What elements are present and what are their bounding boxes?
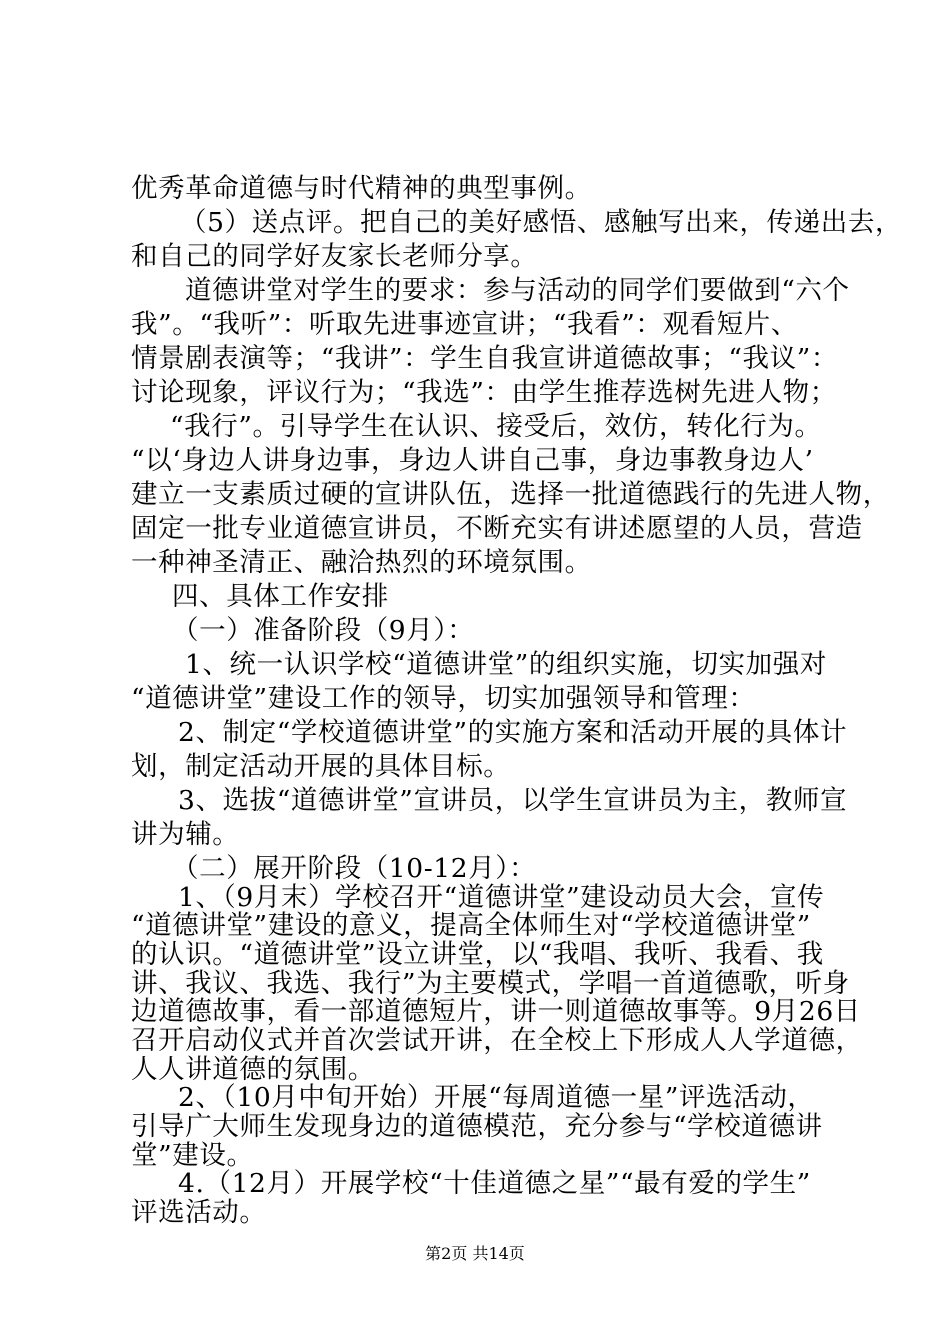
text-line: 的认识。“道德讲堂”设立讲堂，以“我唱、我听、我看、我 (131, 939, 824, 970)
text-line: 4.（12月）开展学校“十佳道德之星”“最有爱的学生” (178, 1168, 811, 1199)
text-line: 边道德故事，看一部道德短片，讲一则道德故事等。9月26日 (131, 996, 861, 1027)
text-line: 讨论现象，评议行为；“我选”：由学生推荐选树先进人物； (131, 377, 837, 408)
text-line: 情景剧表演等；“我讲”：学生自我宣讲道德故事；“我议”： (131, 343, 838, 374)
text-line: 堂”建设。 (131, 1140, 254, 1171)
text-line: 召开启动仪式并首次尝试开讲，在全校上下形成人人学道德， (131, 1025, 863, 1056)
text-line: （5）送点评。把自己的美好感悟、感触写出来，传递出去， (180, 207, 903, 238)
text-line: “我行”。引导学生在认识、接受后，效仿，转化行为。 (170, 411, 822, 442)
text-line: 评选活动。 (131, 1197, 267, 1228)
page-footer: 第2页 共14页 (425, 1244, 525, 1263)
text-line: 划，制定活动开展的具体目标。 (131, 751, 511, 782)
text-line: 道德讲堂对学生的要求：参与活动的同学们要做到“六个 (185, 275, 850, 306)
text-line: 一种神圣清正、融洽热烈的环境氛围。 (131, 547, 592, 578)
text-line: 固定一批专业道德宣讲员，不断充实有讲述愿望的人员，营造 (131, 513, 863, 544)
text-line: 讲为辅。 (131, 819, 240, 850)
text-line: 讲、我议、我选、我行”为主要模式，学唱一首道德歌，听身 (131, 968, 850, 999)
text-line: 3、选拔“道德讲堂”宣讲员，以学生宣讲员为主，教师宣 (178, 785, 848, 816)
subsection-heading: （一）准备阶段（9月）： (172, 615, 475, 646)
text-line: 1、统一认识学校“道德讲堂”的组织实施，切实加强对 (185, 649, 827, 680)
text-line: 2、制定“学校道德讲堂”的实施方案和活动开展的具体计 (178, 717, 848, 748)
subsection-heading: （二）展开阶段（10-12月）： (172, 853, 537, 884)
text-line: 优秀革命道德与时代精神的典型事例。 (131, 173, 592, 204)
text-line: 建立一支素质过硬的宣讲队伍，选择一批道德践行的先进人物， (131, 479, 890, 510)
text-line: “以‘身边人讲身边事，身边人讲自己事，身边事教身边人’ (131, 445, 814, 476)
text-line: “道德讲堂”建设工作的领导，切实加强领导和管理： (131, 683, 756, 714)
text-line: 和自己的同学好友家长老师分享。 (131, 241, 538, 272)
text-line: 引导广大师生发现身边的道德模范，充分参与“学校道德讲 (131, 1111, 823, 1142)
text-line: 我”。“我听”：听取先进事迹宣讲；“我看”：观看短片、 (131, 309, 798, 340)
text-line: 1、（9月末）学校召开“道德讲堂”建设动员大会，宣传 (178, 882, 825, 913)
text-line: 人人讲道德的氛围。 (131, 1054, 375, 1085)
section-heading: 四、具体工作安排 (172, 581, 389, 612)
text-line: 2、（10月中旬开始）开展“每周道德一星”评选活动， (178, 1082, 815, 1113)
text-line: “道德讲堂”建设的意义，提高全体师生对“学校道德讲堂” (131, 910, 811, 941)
